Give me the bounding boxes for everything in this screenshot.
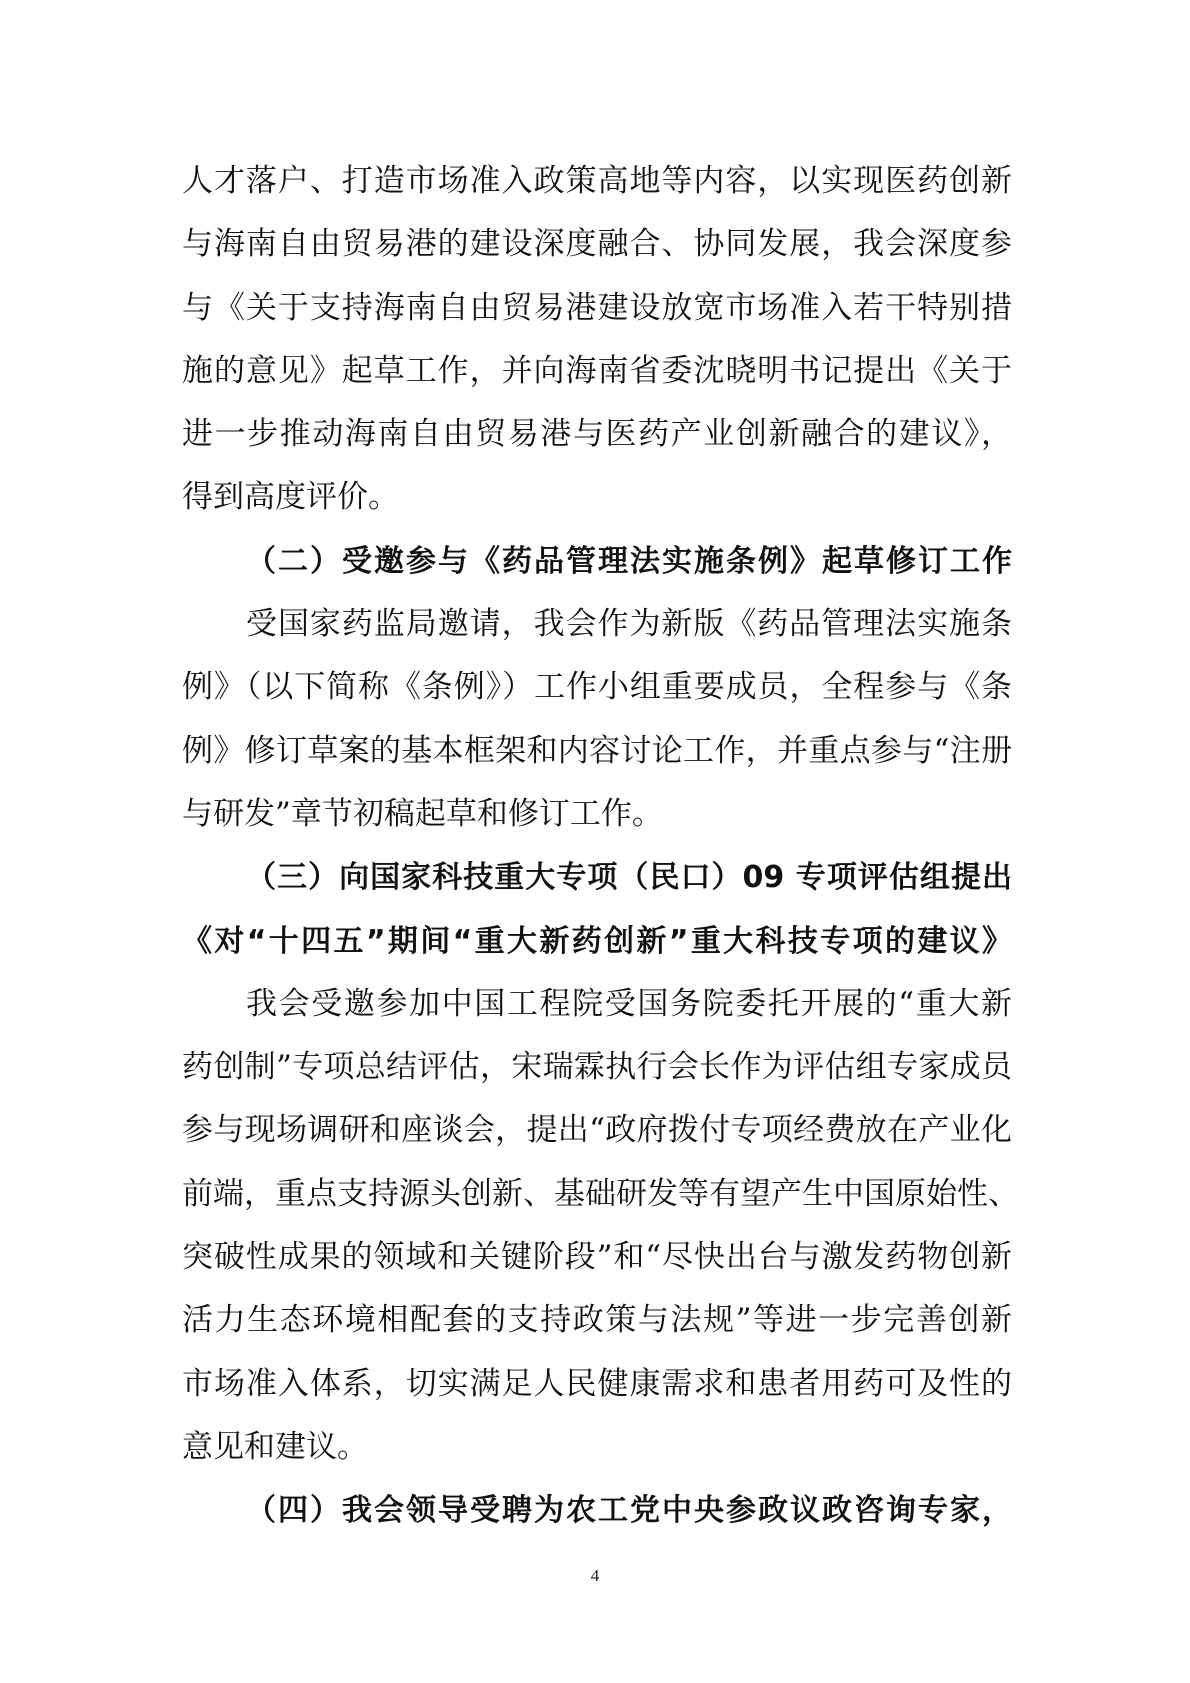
paragraph-line: 我会受邀参加中国工程院受国务院委托开展的“重大新 <box>246 985 1012 1022</box>
paragraph-line: 参与现场调研和座谈会，提出“政府拨付专项经费放在产业化 <box>182 1112 1012 1149</box>
paragraph-line: 药创制”专项总结评估，宋瑞霖执行会长作为评估组专家成员 <box>182 1049 1012 1086</box>
paragraph-line: 与《关于支持海南自由贸易港建设放宽市场准入若干特别措 <box>182 289 1012 326</box>
paragraph-line: 意见和建议。 <box>182 1428 368 1465</box>
section-heading-4: （四）我会领导受聘为农工党中央参政议政咨询专家， <box>246 1493 1012 1529</box>
paragraph-line: 前端，重点支持源头创新、基础研发等有望产生中国原始性、 <box>182 1175 1019 1212</box>
section-heading-2: （二）受邀参与《药品管理法实施条例》起草修订工作 <box>246 543 1012 579</box>
paragraph-line: 得到高度评价。 <box>182 479 399 516</box>
paragraph-line: 进一步推动海南自由贸易港与医药产业创新融合的建议》， <box>182 416 1012 453</box>
body-text <box>182 150 1019 1543</box>
paragraph-line: 受国家药监局邀请，我会作为新版《药品管理法实施条 <box>246 606 1012 643</box>
paragraph-line: 施的意见》起草工作，并向海南省委沈晓明书记提出《关于 <box>182 352 1012 389</box>
paragraph-line: 与海南自由贸易港的建设深度融合、协同发展，我会深度参 <box>182 226 1012 263</box>
paragraph-line: 与研发”章节初稿起草和修订工作。 <box>182 795 663 832</box>
section-heading-3-cont: 《对“十四五”期间“重大新药创新”重大科技专项的建议》 <box>182 923 1012 959</box>
paragraph-line: 例》修订草案的基本框架和内容讨论工作，并重点参与“注册 <box>182 732 1012 769</box>
section-heading-3: （三）向国家科技重大专项（民口）09 专项评估组提出 <box>246 860 1012 896</box>
page-number: 4 <box>590 1566 600 1585</box>
paragraph-line: 例》（以下简称《条例》）工作小组重要成员，全程参与《条 <box>182 669 1012 706</box>
paragraph-line: 市场准入体系，切实满足人民健康需求和患者用药可及性的 <box>182 1365 1012 1402</box>
paragraph-line: 活力生态环境相配套的支持政策与法规”等进一步完善创新 <box>182 1302 1012 1339</box>
paragraph-line: 人才落户、打造市场准入政策高地等内容，以实现医药创新 <box>182 163 1012 199</box>
paragraph-line: 突破性成果的领域和关键阶段”和“尽快出台与激发药物创新 <box>182 1239 1012 1276</box>
